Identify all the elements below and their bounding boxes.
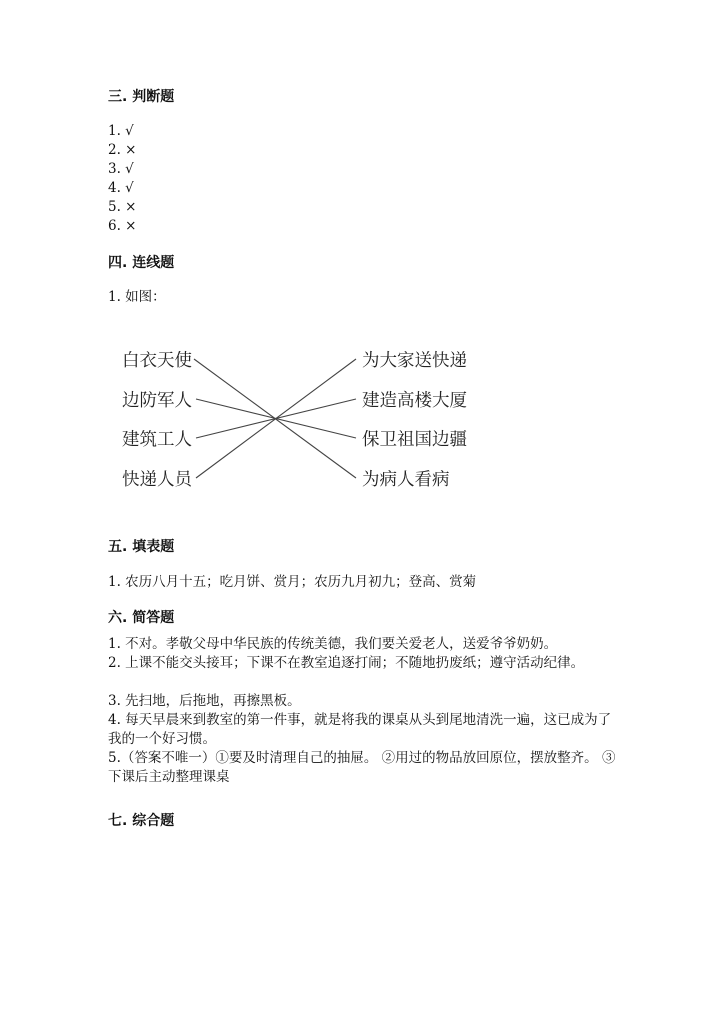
right-item: 保卫祖国边疆 (362, 430, 467, 450)
left-item: 快递人员 (122, 470, 192, 490)
section-3-title: 三. 判断题 (108, 89, 175, 105)
answer-text: 5.（答案不唯一）①要及时清理自己的抽屉。 ②用过的物品放回原位，摆放整齐。 ③下课后主动整理课桌 (108, 750, 616, 785)
right-item: 为大家送快递 (362, 351, 467, 371)
section-7-title: 七. 综合题 (108, 813, 175, 829)
answer-text: 3. 先扫地，后拖地，再擦黑板。 (108, 693, 301, 709)
section-5-title: 五. 填表题 (108, 539, 175, 555)
answer-item: 2. × (108, 142, 137, 158)
left-item: 白衣天使 (122, 351, 192, 371)
section-4-title: 四. 连线题 (108, 255, 175, 271)
answer-item: 1. √ (108, 123, 134, 139)
answer-item: 3. √ (108, 161, 134, 177)
answer-item: 5. × (108, 199, 137, 215)
question-label: 1. 如图： (108, 289, 166, 305)
right-item: 为病人看病 (362, 470, 450, 490)
section-6-title: 六. 简答题 (108, 610, 175, 626)
answer-text: 2. 上课不能交头接耳；下课不在教室追逐打闹；不随地扔废纸；遵守活动纪律。 (108, 655, 585, 671)
answer-item: 4. √ (108, 180, 134, 196)
left-item: 建筑工人 (122, 430, 192, 450)
matching-diagram (0, 340, 720, 500)
left-item: 边防军人 (122, 391, 192, 411)
right-item: 建造高楼大厦 (362, 391, 467, 411)
answer-text: 1. 农历八月十五；吃月饼、赏月；农历九月初九；登高、赏菊 (108, 574, 477, 590)
answer-text: 4. 每天早晨来到教室的第一件事，就是将我的课桌从头到尾地清洗一遍，这已成为了我的一个好习惯。 (108, 712, 612, 747)
answer-text: 1. 不对。孝敬父母中华民族的传统美德，我们要关爱老人，送爱爷爷奶奶。 (108, 636, 558, 652)
answer-item: 6. × (108, 218, 137, 234)
